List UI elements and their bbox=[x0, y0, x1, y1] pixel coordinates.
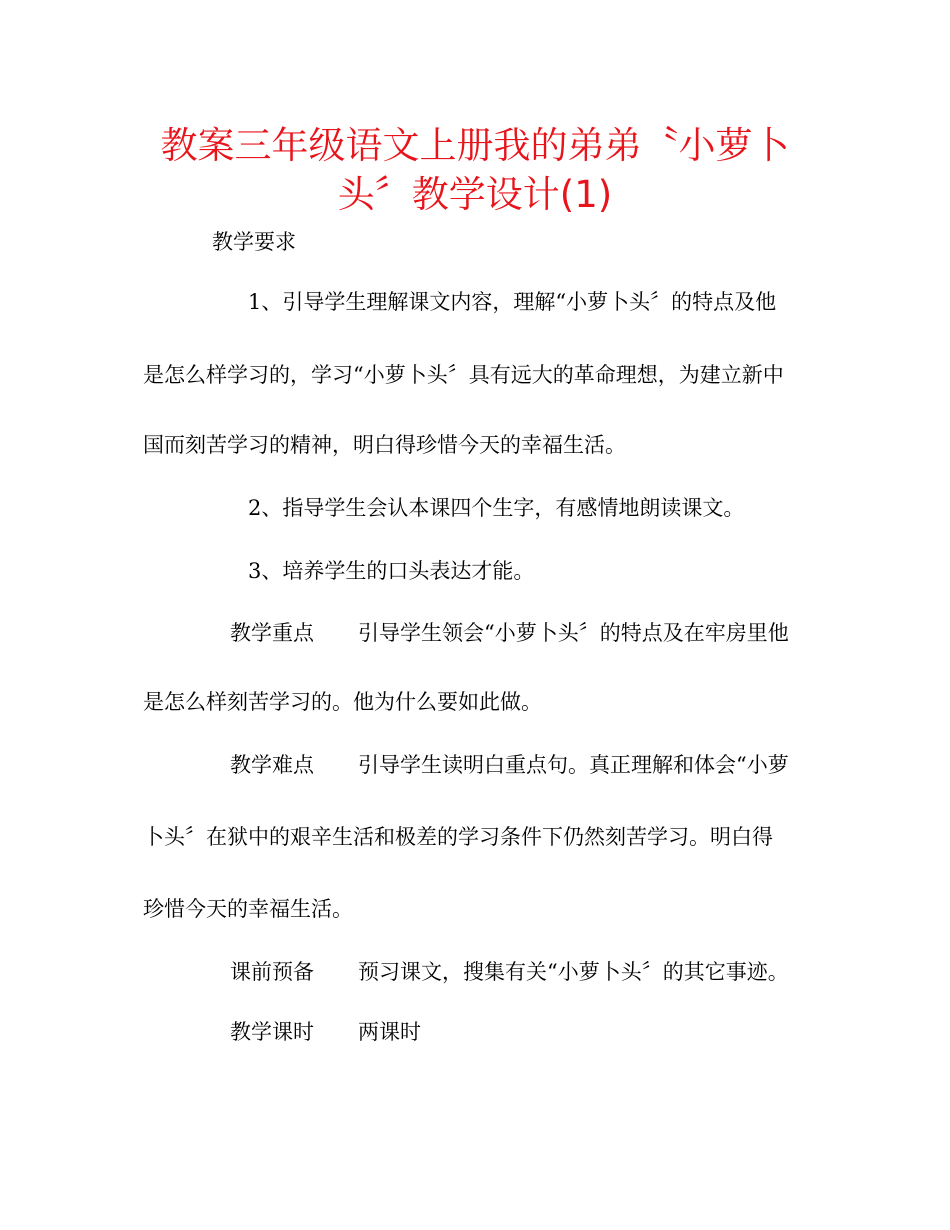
requirement-1-line-2: 是怎么样学习的，学习“小萝卜头〞具有远大的革命理想，为建立新中 bbox=[143, 363, 784, 387]
key-points-label: 教学重点 bbox=[230, 621, 314, 645]
difficulties-line-1 bbox=[230, 751, 789, 779]
requirement-1-line-3: 国而刻苦学习的精神，明白得珍惜今天的幸福生活。 bbox=[143, 433, 626, 457]
difficulties-label: 教学难点 bbox=[230, 753, 314, 777]
class-hours-text: 两课时 bbox=[358, 1020, 421, 1044]
key-points-text: 引导学生领会“小萝卜头〞的特点及在牢房里他 bbox=[358, 621, 789, 645]
class-hours-label: 教学课时 bbox=[230, 1020, 314, 1044]
document-title-line-2: 头〞教学设计(1) bbox=[337, 173, 613, 216]
requirement-1-line-1: 1、引导学生理解课文内容，理解“小萝卜头〞的特点及他 bbox=[248, 290, 777, 314]
difficulties-line-3: 珍惜今天的幸福生活。 bbox=[143, 897, 353, 921]
preparation-line bbox=[230, 958, 789, 986]
key-points-line-1 bbox=[230, 619, 789, 647]
preparation-text: 预习课文，搜集有关“小萝卜头〞的其它事迹。 bbox=[358, 960, 789, 984]
section-heading-requirements: 教学要求 bbox=[212, 230, 296, 254]
preparation-label: 课前预备 bbox=[230, 960, 314, 984]
difficulties-line-2: 卜头〞在狱中的艰辛生活和极差的学习条件下仍然刻苦学习。明白得 bbox=[143, 825, 773, 849]
difficulties-text: 引导学生读明白重点句。真正理解和体会“小萝 bbox=[358, 753, 789, 777]
key-points-line-2: 是怎么样刻苦学习的。他为什么要如此做。 bbox=[143, 690, 542, 714]
document-title-line-1: 教案三年级语文上册我的弟弟〝小萝卜 bbox=[160, 124, 790, 167]
class-hours-line bbox=[230, 1018, 421, 1046]
requirement-2: 2、指导学生会认本课四个生字，有感情地朗读课文。 bbox=[248, 496, 745, 520]
requirement-3: 3、培养学生的口头表达才能。 bbox=[248, 559, 535, 583]
